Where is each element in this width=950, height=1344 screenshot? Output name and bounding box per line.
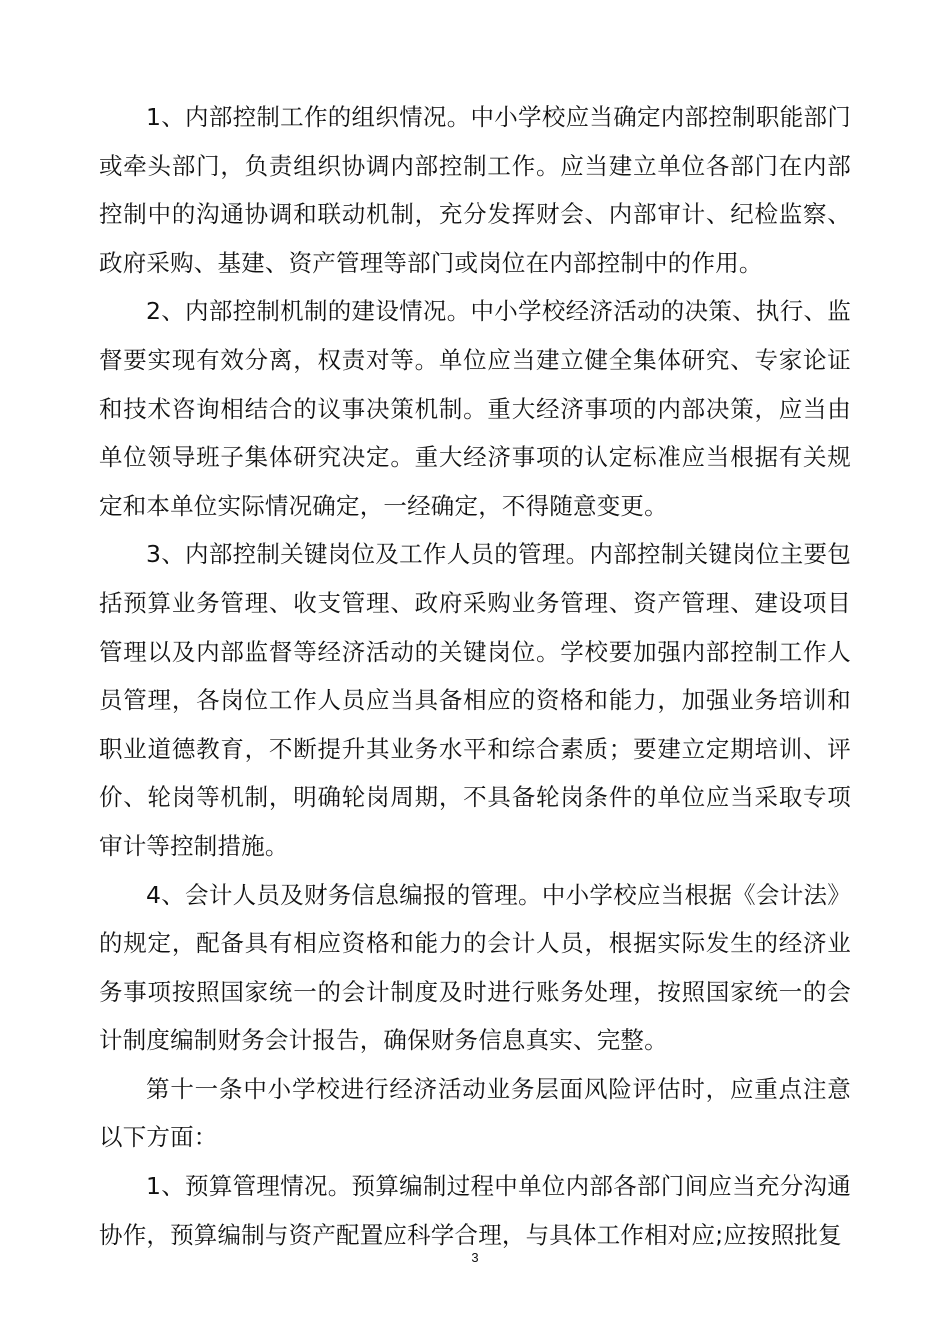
paragraph-article-eleven: 第十一条中小学校进行经济活动业务层面风险评估时，应重点注意以下方面： [99,1074,851,1152]
paragraph-mechanism: 2、内部控制机制的建设情况。中小学校经济活动的决策、执行、监督要实现有效分离，权责对等。单位应当建立健全集体研究、专家论证和技术咨询相结合的议事决策机制。重大经济事项的内部决策，应当由单位领导班子集体研究决定。重大经济事项的认定标准应当根据有关规定和本单位实际情况确定，一经确定，不得随意变更。 [99,297,851,520]
paragraph-key-positions: 3、内部控制关键岗位及工作人员的管理。内部控制关键岗位主要包括预算业务管理、收支管理、政府采购业务管理、资产管理、建设项目管理以及内部监督等经济活动的关键岗位。学校要加强内部控制工作人员管理，各岗位工作人员应当具备相应的资格和能力，加强业务培训和职业道德教育，不断提升其业务水平和综合素质；要建立定期培训、评价、轮岗等机制，明确轮岗周期，不具备轮岗条件的单位应当采取专项审计等控制措施。 [99,540,851,860]
document-body [99,93,851,1259]
paragraph-budget-management: 1、预算管理情况。预算编制过程中单位内部各部门间应当充分沟通协作，预算编制与资产配置应科学合理，与具体工作相对应;应按照批复 [99,1172,851,1249]
page-number: 3 [471,1250,479,1265]
paragraph-organization: 1、内部控制工作的组织情况。中小学校应当确定内部控制职能部门或牵头部门，负责组织协调内部控制工作。应当建立单位各部门在内部控制中的沟通协调和联动机制，充分发挥财会、内部审计、纪检监察、政府采购、基建、资产管理等部门或岗位在内部控制中的作用。 [99,103,851,277]
paragraph-accounting-staff: 4、会计人员及财务信息编报的管理。中小学校应当根据《会计法》的规定，配备具有相应资格和能力的会计人员，根据实际发生的经济业务事项按照国家统一的会计制度及时进行账务处理，按照国家统一的会计制度编制财务会计报告，确保财务信息真实、完整。 [99,880,851,1055]
